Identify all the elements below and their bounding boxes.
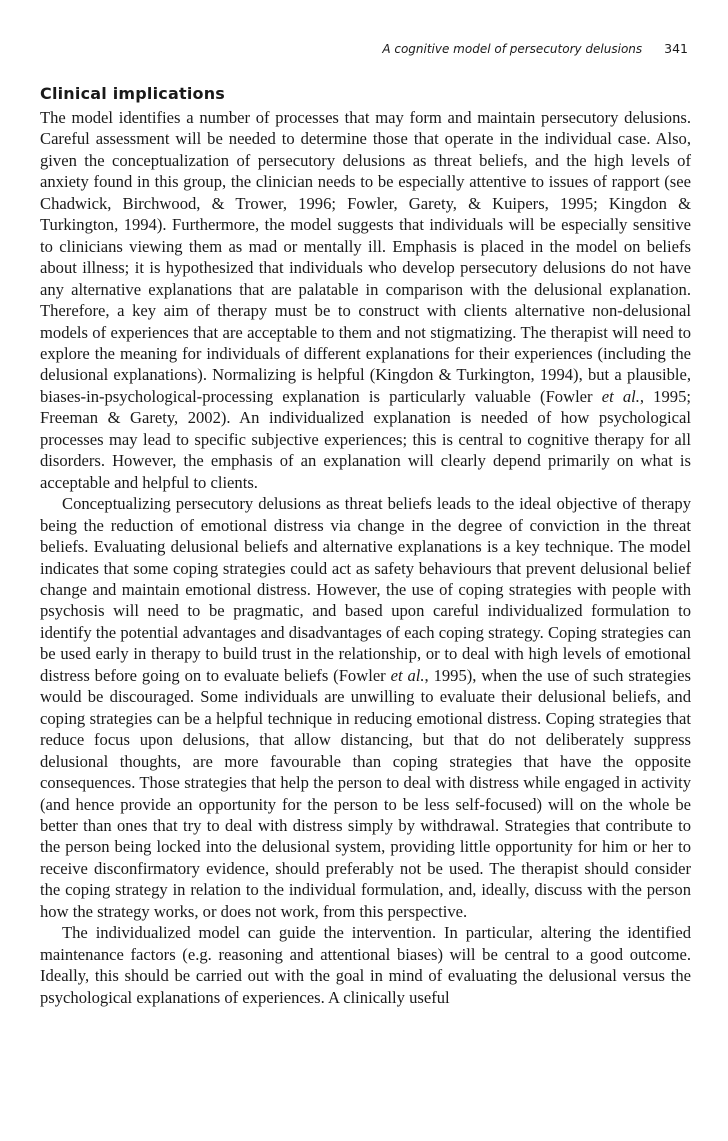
body-text — [40, 107, 691, 1008]
paragraph-2 — [40, 493, 691, 922]
paragraph-1 — [40, 107, 691, 493]
running-title: A cognitive model of persecutory delusions — [382, 42, 643, 56]
citation-et-al: et al. — [601, 386, 640, 406]
paragraph-3-text: The individualized model can guide the intervention. In particular, altering the identified maintenance factors (e.g. reasoning and attentional biases) will be central to a good outcome. Ideally, this should be carried out with the goal in mind of evaluating the delusional versus the psychological explanations of experiences. A clinically useful — [40, 923, 691, 1007]
running-head — [382, 41, 688, 56]
paragraph-3 — [40, 922, 691, 1008]
paragraph-2-text-a: Conceptualizing persecutory delusions as threat beliefs leads to the ideal objective of therapy being the reduction of emotional distress via change in the degree of conviction in the threat beliefs. Evaluating delusional beliefs and alternative explanations is a key technique. The model indicates that some coping strategies could act as safety behaviours that prevent delusional belief change and maintain emotional distress. However, the use of coping strategies with people with psychosis will need to be pragmatic, and based upon careful individualized formulation to identify the potential advantages and disadvantages of each coping strategy. Coping strategies can be used early in therapy to build trust in the relationship, or to deal with high levels of emotional distress before going on to evaluate beliefs (Fowler — [40, 494, 691, 685]
section-heading: Clinical implications — [40, 84, 226, 103]
paragraph-2-text-b: , 1995), when the use of such strategies would be discouraged. Some individuals are unwilling to evaluate their delusional beliefs, and coping strategies can be a helpful technique in reducing emotional distress. Coping strategies that reduce focus upon delusions, that allow distancing, but that do not deliberately suppress delusional thoughts, are more favourable than coping strategies that have the opposite consequences. Those strategies that help the person to deal with distress while engaged in activity (and hence provide an opportunity for the person to be less self-focused) will on the whole be better than ones that try to deal with distress simply by withdrawal. Strategies that contribute to the person being locked into the delusional system, providing little opportunity for him or her to receive disconfirmatory evidence, should preferably not be used. The therapist should consider the coping strategy in relation to the individual formulation, and, ideally, discuss with the person how the strategy works, or does not work, from this perspective. — [40, 665, 691, 921]
page-number: 341 — [664, 41, 688, 56]
paragraph-1-text-b: , 1995; Freeman & Garety, 2002). An individualized explanation is needed of how psychological processes may lead to specific subjective experiences; this is central to cognitive therapy for all disorders. However, the emphasis of an explanation will clearly depend primarily on what is acceptable and helpful to clients. — [40, 386, 691, 492]
citation-et-al: et al. — [390, 665, 425, 685]
paragraph-1-text-a: The model identifies a number of processes that may form and maintain persecutory delusions. Careful assessment will be needed to determine those that operate in the individual case. Also, given the conceptualization of persecutory delusions as threat beliefs, and the high levels of anxiety found in this group, the clinician needs to be especially attentive to issues of rapport (see Chadwick, Birchwood, & Trower, 1996; Fowler, Garety, & Kuipers, 1995; Kingdon & Turkington, 1994). Furthermore, the model suggests that individuals will be especially sensitive to clinicians viewing them as mad or mentally ill. Emphasis is placed in the model on beliefs about illness; it is hypothesized that individuals who develop persecutory delusions do not have any alternative explanations that are palatable in comparison with the delusional explanation. Therefore, a key aim of therapy must be to construct with clients alternative non-delusional models of experiences that are acceptable to them and not stigmatizing. The therapist will need to explore the meaning for individuals of different explanations for their experiences (including the delusional explanations). Normalizing is helpful (Kingdon & Turkington, 1994), but a plausible, biases-in-psychological-processing explanation is particularly valuable (Fowler — [40, 108, 691, 406]
